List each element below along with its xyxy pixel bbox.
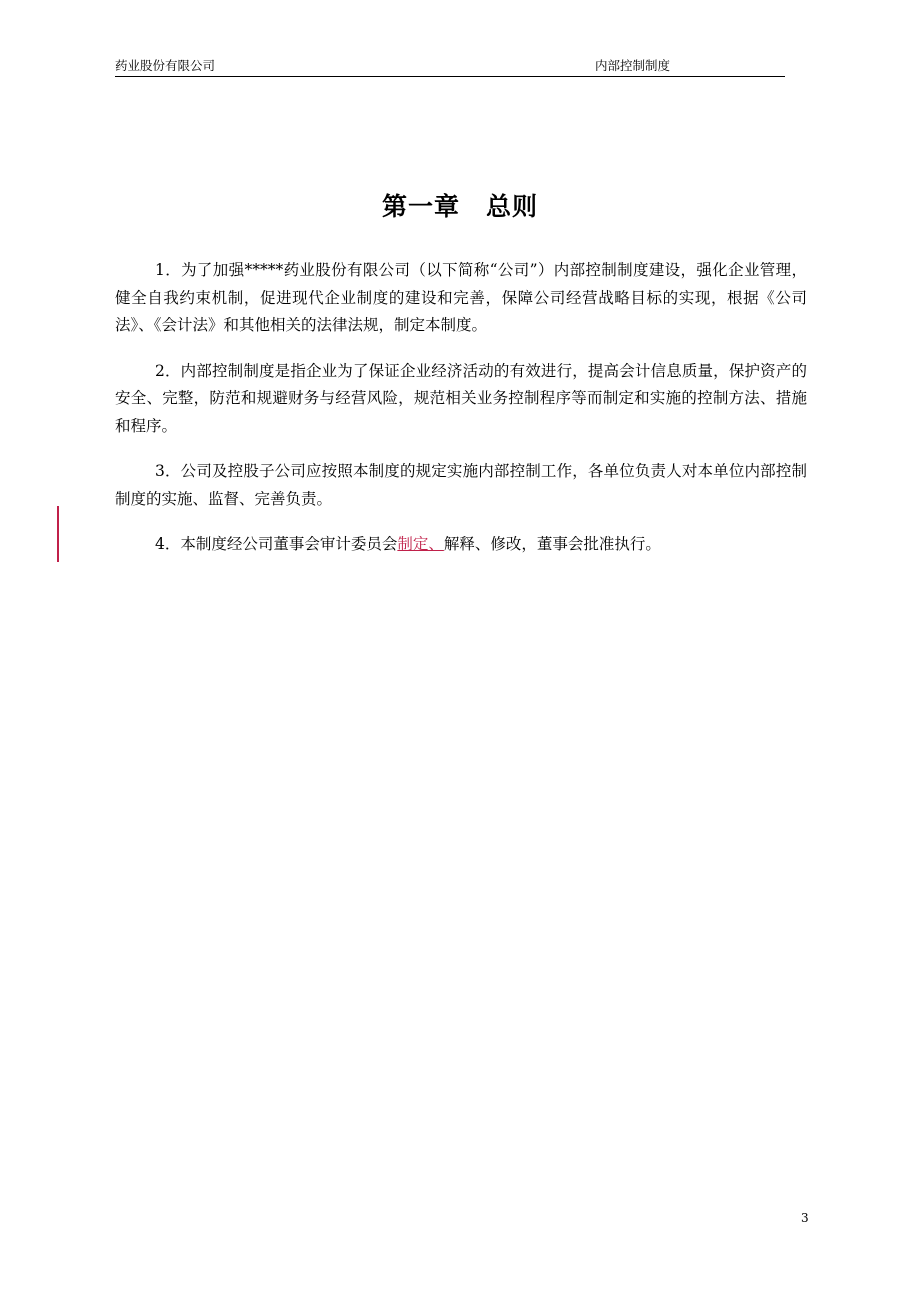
page-number: 3	[801, 1211, 809, 1225]
paragraph-3: 3．公司及控股子公司应按照本制度的规定实施内部控制工作，各单位负责人对本单位内部控制制度的实施、监督、完善负责。	[115, 462, 807, 508]
paragraph-4	[115, 531, 807, 559]
revision-change-bar	[57, 506, 59, 562]
page-header	[115, 56, 785, 77]
header-company-name: 药业股份有限公司	[115, 58, 216, 73]
paragraph-1: 1．为了加强*****药业股份有限公司（以下简称“公司”）内部控制制度建设，强化企业管理，健全自我约束机制，促进现代企业制度的建设和完善，保障公司经营战略目标的实现，根据《公司法》、《会计法》和其他相关的法律法规，制定本制度。	[115, 261, 807, 334]
paragraph-2: 2．内部控制制度是指企业为了保证企业经济活动的有效进行，提高会计信息质量，保护资产的安全、完整，防范和规避财务与经营风险，规范相关业务控制程序等而制定和实施的控制方法、措施和程序。	[115, 361, 807, 435]
header-document-title: 内部控制制度	[595, 58, 671, 73]
paragraph-4-before: 4．本制度经公司董事会审计委员会	[155, 535, 398, 553]
tracked-change-insertion: 制定、	[397, 535, 444, 553]
paragraph-4-after: 解释、修改，董事会批准执行。	[443, 535, 661, 553]
document-body	[115, 257, 807, 577]
chapter-title: 第一章 总则	[381, 192, 538, 221]
